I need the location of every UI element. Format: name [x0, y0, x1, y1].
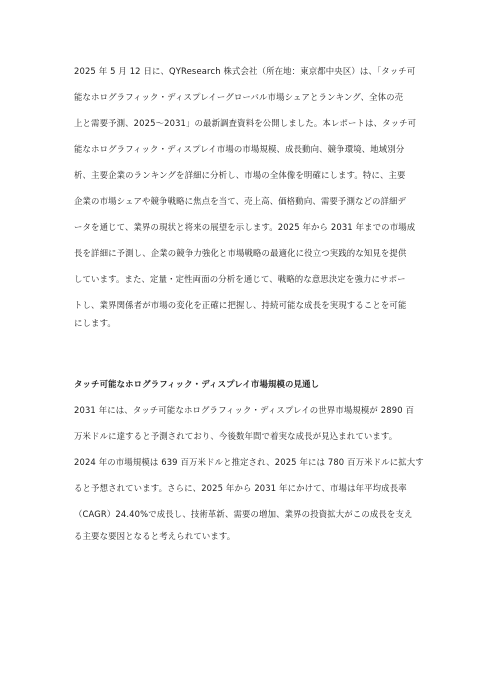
intro-line: 能なホログラフィック・ディスプレイ市場の市場規模、成長動向、競争環境、地域別分 [74, 144, 405, 154]
section-heading: タッチ可能なホログラフィック・ディスプレイ市場規模の見通し [74, 379, 320, 389]
intro-line: しています。また、定量・定性両面の分析を通じて、戦略的な意思決定を強力にサポー [74, 274, 406, 284]
intro-line: 析、主要企業のランキングを詳細に分析し、市場の全体像を明確にします。特に、主要 [74, 170, 406, 180]
outlook-line: ると予想されています。さらに、2025 年から 2031 年にかけて、市場は年平均成長率 [74, 483, 407, 493]
outlook-line: 2031 年には、タッチ可能なホログラフィック・ディスプレイの世界市場規模が 2890 百 [74, 405, 415, 415]
intro-line: 2025 年 5 月 12 日に、QYResearch 株式会社（所在地：東京都中央区）は、「タッチ可 [74, 66, 416, 76]
outlook-line: 2024 年の市場規模は 639 百万米ドルと推定され、2025 年には 780 百万米ドルに拡大す [74, 457, 424, 467]
intro-line: トし、業界関係者が市場の変化を正確に把握し、持続可能な成長を実現することを可能 [74, 300, 407, 310]
intro-line: 上と需要予測、2025〜2031」の最新調査資料を公開しました。本レポートは、タッチ可 [74, 118, 417, 128]
intro-line: 能なホログラフィック・ディスプレイーグローバル市場シェアとランキング、全体の売 [74, 92, 404, 102]
outlook-line: （CAGR）24.40%で成長し、技術革新、需要の増加、業界の投資拡大がこの成長を支え [74, 509, 413, 519]
intro-line: ータを通じて、業界の現状と将来の展望を示します。2025 年から 2031 年までの市場成 [74, 222, 416, 232]
outlook-line: る主要な要因となると考えられています。 [74, 531, 236, 541]
intro-line: 企業の市場シェアや競争戦略に焦点を当て、売上高、価格動向、需要予測などの詳細デ [74, 196, 407, 206]
outlook-line: 万米ドルに達すると予測されており、今後数年間で着実な成長が見込まれています。 [74, 431, 398, 441]
intro-line: 長を詳細に予測し、企業の競争力強化と市場戦略の最適化に役立つ実践的な知見を提供 [74, 248, 407, 258]
intro-line: にします。 [74, 318, 116, 328]
